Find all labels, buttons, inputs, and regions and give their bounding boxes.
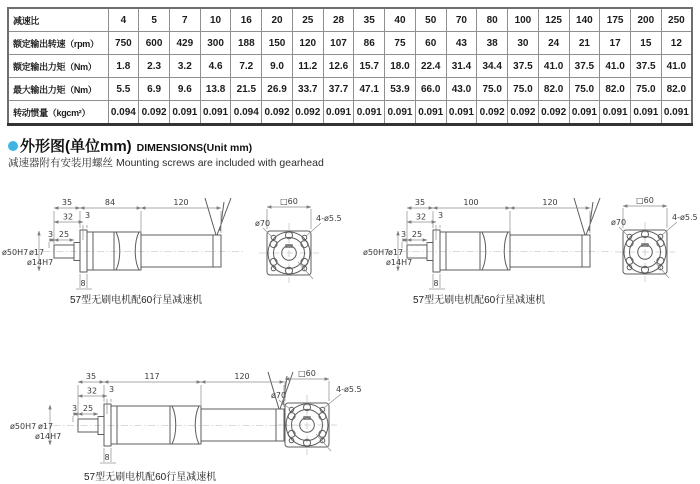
table-cell: 250 — [661, 8, 692, 32]
table-cell: 75.0 — [508, 78, 539, 101]
table-cell: 82.0 — [661, 78, 692, 101]
table-cell: 100 — [508, 8, 539, 32]
table-cell: 4.6 — [200, 55, 231, 78]
dim-dia-flange: ø50H7 — [10, 422, 37, 431]
dim-seg1: 35 — [61, 198, 73, 207]
table-cell: 0.094 — [231, 101, 262, 125]
table-cell: 37.5 — [630, 55, 661, 78]
dim-seg3: 120 — [173, 198, 189, 207]
dim-8: 8 — [104, 453, 110, 462]
dimension-drawing-2 — [352, 178, 700, 306]
dim-3b: 3 — [108, 385, 115, 394]
dim-dia-flange: ø50H7 — [2, 248, 29, 257]
table-cell: 80 — [477, 8, 508, 32]
row-label: 额定输出转速（rpm） — [8, 32, 108, 55]
dim-circle70: ø70 — [255, 219, 271, 228]
table-cell: 43 — [446, 32, 477, 55]
dim-square: □60 — [298, 369, 316, 378]
flange-view — [255, 197, 342, 283]
flange-view — [271, 369, 362, 455]
table-cell: 0.092 — [262, 101, 293, 125]
table-cell: 9.6 — [169, 78, 200, 101]
dim-seg3: 120 — [234, 372, 250, 381]
table-cell: 75.0 — [477, 78, 508, 101]
dim-seg2: 117 — [144, 372, 160, 381]
table-cell: 0.091 — [630, 101, 661, 125]
dim-seg2: 100 — [463, 198, 479, 207]
table-cell: 0.091 — [354, 101, 385, 125]
table-cell: 75.0 — [630, 78, 661, 101]
table-cell: 4 — [108, 8, 139, 32]
dim-dia-collar: ø17 — [38, 422, 54, 431]
table-cell: 7.2 — [231, 55, 262, 78]
table-cell: 40 — [385, 8, 416, 32]
row-label: 最大输出力矩（Nm） — [8, 78, 108, 101]
table-cell: 0.091 — [323, 101, 354, 125]
table-cell: 7 — [169, 8, 200, 32]
flange-view — [611, 196, 698, 282]
dim-dia-shaft: ø14H7 — [27, 258, 54, 267]
table-cell: 0.092 — [292, 101, 323, 125]
table-cell: 16 — [231, 8, 262, 32]
table-cell: 150 — [262, 32, 293, 55]
table-cell: 2.3 — [139, 55, 170, 78]
dim-seg1: 35 — [85, 372, 97, 381]
drawing-caption-3: 57型无刷电机配60行星减速机 — [84, 472, 217, 483]
table-row — [8, 8, 692, 32]
dim-3a: 3 — [71, 404, 78, 413]
table-row — [8, 78, 692, 101]
table-cell: 300 — [200, 32, 231, 55]
dim-25: 25 — [58, 230, 70, 239]
dim-8: 8 — [433, 279, 439, 288]
row-label: 转动惯量（kgcm²） — [8, 101, 108, 125]
table-cell: 86 — [354, 32, 385, 55]
dim-3a: 3 — [400, 230, 407, 239]
table-cell: 66.0 — [415, 78, 446, 101]
drawing-caption-1: 57型无刷电机配60行星减速机 — [70, 295, 203, 306]
table-cell: 12 — [661, 32, 692, 55]
table-cell: 26.9 — [262, 78, 293, 101]
table-cell: 11.2 — [292, 55, 323, 78]
table-cell: 0.091 — [600, 101, 631, 125]
dim-8: 8 — [80, 279, 86, 288]
table-cell: 41.0 — [600, 55, 631, 78]
motor-wires — [574, 198, 600, 235]
section-subtitle — [8, 155, 324, 170]
dimension-drawing-1 — [0, 178, 348, 306]
table-cell: 75.0 — [569, 78, 600, 101]
table-cell: 0.091 — [200, 101, 231, 125]
table-cell: 188 — [231, 32, 262, 55]
table-cell: 600 — [139, 32, 170, 55]
table-cell: 70 — [446, 8, 477, 32]
table-cell: 21.5 — [231, 78, 262, 101]
dim-circle70: ø70 — [611, 218, 627, 227]
table-cell: 21 — [569, 32, 600, 55]
table-cell: 429 — [169, 32, 200, 55]
table-cell: 0.092 — [139, 101, 170, 125]
table-cell: 3.2 — [169, 55, 200, 78]
table-cell: 15 — [630, 32, 661, 55]
table-cell: 30 — [508, 32, 539, 55]
dim-25: 25 — [411, 230, 423, 239]
dim-square: □60 — [280, 197, 298, 206]
table-cell: 750 — [108, 32, 139, 55]
table-cell: 0.091 — [415, 101, 446, 125]
dim-seg1: 35 — [414, 198, 426, 207]
dim-holes: 4-ø5.5 — [672, 213, 698, 222]
table-cell: 17 — [600, 32, 631, 55]
table-cell: 37.5 — [569, 55, 600, 78]
table-cell: 107 — [323, 32, 354, 55]
section-title-en: DIMENSIONS(Unit mm) — [136, 142, 253, 154]
section-title-cn: 外形图(单位mm) — [20, 138, 132, 155]
bullet-icon — [8, 141, 18, 151]
table-cell: 82.0 — [538, 78, 569, 101]
table-cell: 175 — [600, 8, 631, 32]
table-cell: 200 — [630, 8, 661, 32]
side-view — [363, 198, 612, 289]
table-cell: 31.4 — [446, 55, 477, 78]
dim-dia-flange: ø50H7 — [363, 248, 390, 257]
motor-wires — [205, 198, 231, 235]
table-cell: 60 — [415, 32, 446, 55]
dim-dia-shaft: ø14H7 — [386, 258, 413, 267]
side-view — [10, 372, 300, 463]
table-cell: 43.0 — [446, 78, 477, 101]
table-cell: 18.0 — [385, 55, 416, 78]
section-heading — [8, 135, 252, 156]
dim-3a: 3 — [47, 230, 54, 239]
table-cell: 120 — [292, 32, 323, 55]
spec-table — [7, 7, 693, 126]
dim-holes: 4-ø5.5 — [336, 385, 362, 394]
dim-3b: 3 — [84, 211, 91, 220]
table-cell: 82.0 — [600, 78, 631, 101]
table-cell: 38 — [477, 32, 508, 55]
table-cell: 5 — [139, 8, 170, 32]
table-row — [8, 32, 692, 55]
table-cell: 9.0 — [262, 55, 293, 78]
table-cell: 0.094 — [108, 101, 139, 125]
table-cell: 10 — [200, 8, 231, 32]
table-cell: 20 — [262, 8, 293, 32]
table-cell: 28 — [323, 8, 354, 32]
table-cell: 0.092 — [538, 101, 569, 125]
table-cell: 5.5 — [108, 78, 139, 101]
table-cell: 41.0 — [661, 55, 692, 78]
row-label: 减速比 — [8, 8, 108, 32]
table-cell: 37.5 — [508, 55, 539, 78]
table-row — [8, 101, 692, 125]
dim-circle70: ø70 — [271, 391, 287, 400]
dim-dia-collar: ø17 — [29, 248, 45, 257]
table-cell: 0.091 — [169, 101, 200, 125]
dim-32: 32 — [62, 212, 74, 222]
table-cell: 0.091 — [661, 101, 692, 125]
table-cell: 35 — [354, 8, 385, 32]
table-cell: 41.0 — [538, 55, 569, 78]
table-cell: 6.9 — [139, 78, 170, 101]
table-cell: 34.4 — [477, 55, 508, 78]
section-subtitle-cn: 减速器附有安装用螺丝 — [8, 157, 113, 169]
dim-32: 32 — [415, 212, 427, 222]
table-cell: 47.1 — [354, 78, 385, 101]
dim-32: 32 — [86, 386, 98, 396]
dim-dia-shaft: ø14H7 — [35, 432, 62, 441]
table-cell: 75 — [385, 32, 416, 55]
dim-holes: 4-ø5.5 — [316, 214, 342, 223]
table-cell: 15.7 — [354, 55, 385, 78]
dim-3b: 3 — [437, 211, 444, 220]
table-cell: 13.8 — [200, 78, 231, 101]
dim-square: □60 — [636, 196, 654, 205]
dimension-drawing-3 — [0, 352, 400, 484]
side-view — [2, 198, 243, 289]
table-cell: 0.092 — [508, 101, 539, 125]
table-row — [8, 55, 692, 78]
table-cell: 1.8 — [108, 55, 139, 78]
table-cell: 125 — [538, 8, 569, 32]
table-cell: 24 — [538, 32, 569, 55]
table-cell: 140 — [569, 8, 600, 32]
section-subtitle-en: Mounting screws are included with gearhead — [116, 157, 324, 169]
table-cell: 0.092 — [477, 101, 508, 125]
table-cell: 22.4 — [415, 55, 446, 78]
row-label: 额定输出力矩（Nm） — [8, 55, 108, 78]
dim-seg2: 84 — [104, 198, 116, 207]
table-cell: 37.7 — [323, 78, 354, 101]
dim-seg3: 120 — [542, 198, 558, 207]
table-cell: 50 — [415, 8, 446, 32]
drawing-caption-2: 57型无刷电机配60行星减速机 — [413, 295, 546, 306]
table-cell: 33.7 — [292, 78, 323, 101]
dim-25: 25 — [82, 404, 94, 413]
table-cell: 0.091 — [385, 101, 416, 125]
table-cell: 53.9 — [385, 78, 416, 101]
table-cell: 0.091 — [569, 101, 600, 125]
table-cell: 25 — [292, 8, 323, 32]
table-cell: 0.091 — [446, 101, 477, 125]
dim-dia-collar: ø17 — [388, 248, 404, 257]
table-cell: 12.6 — [323, 55, 354, 78]
